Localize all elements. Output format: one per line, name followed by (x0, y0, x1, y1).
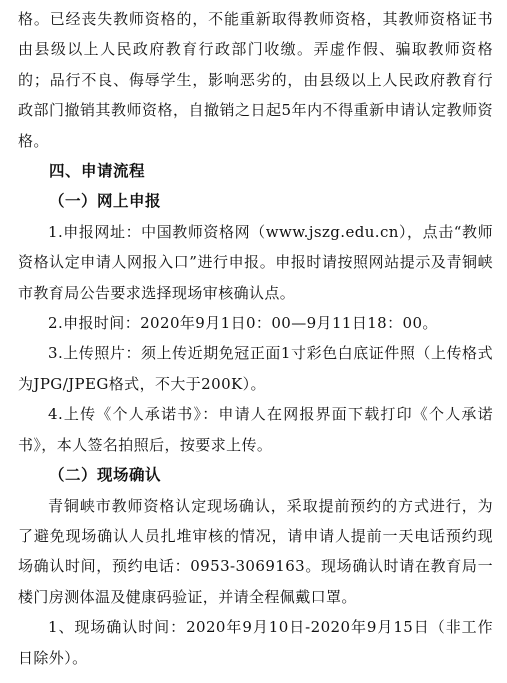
section-heading-application-process: 四、申请流程 (49, 162, 146, 181)
paragraph-upload-commitment: 4.上传《个人承诺书》：申请人在网报界面下载打印《个人承诺书》，本人签名拍照后，按要求上传。 (18, 405, 493, 454)
subheading-online-application: （一）网上申报 (49, 191, 162, 211)
paragraph-application-time: 2.申报时间：2020年9月1日0：00—9月11日18：00。 (48, 314, 438, 333)
paragraph-application-website: 1.申报网址：中国教师资格网（www.jszg.edu.cn），点击“教师资格认定申请人网报入口”进行申报。申报时请按照网站提示及青铜峡市教育局公告要求选择现场审核确认点。 (18, 222, 493, 302)
paragraph-onsite-time: 1、现场确认时间：2020年9月10日-2020年9月15日（非工作日除外）。 (18, 618, 493, 667)
subheading-onsite-confirmation: （二）现场确认 (49, 465, 162, 485)
paragraph-onsite-appointment: 青铜峡市教师资格认定现场确认，采取提前预约的方式进行，为了避免现场确认人员扎堆审核的情况，请申请人提前一天电话预约现场确认时间，预约电话：0953-3069163。现场确认时请在教育局一楼门房测体温及健康码验证，并请全程佩戴口罩。 (18, 496, 493, 606)
paragraph-qualification-revocation: 格。已经丧失教师资格的，不能重新取得教师资格，其教师资格证书由县级以上人民政府教育行政部门收缴。弄虚作假、骗取教师资格的；品行不良、侮辱学生，影响恶劣的，由县级以上人民政府教育行政部门撤销其教师资格，自撤销之日起5年内不得重新申请认定教师资格。 (18, 10, 493, 150)
paragraph-upload-photo: 3.上传照片：须上传近期免冠正面1寸彩色白底证件照（上传格式为JPG/JPEG格式，不大于200K）。 (18, 344, 493, 393)
